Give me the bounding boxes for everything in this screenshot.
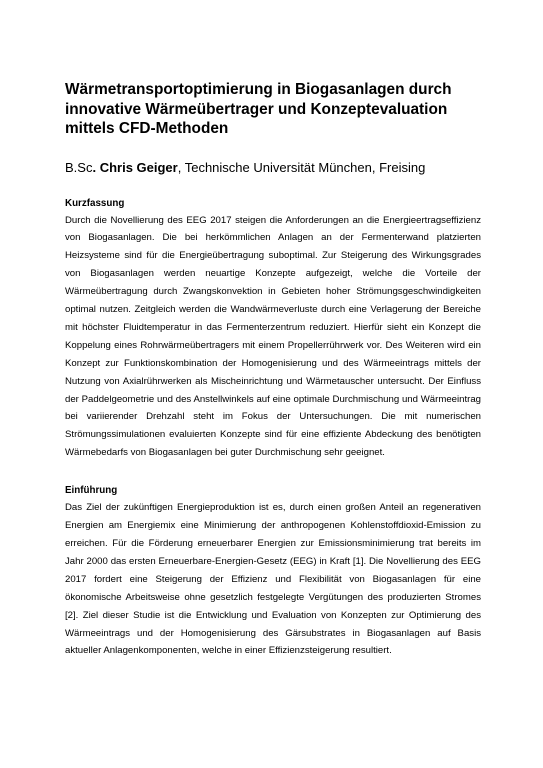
author-affiliation: , Technische Universität München, Freising [177, 159, 426, 175]
introduction-text: Das Ziel der zukünftigen Energieproduktion ist es, durch einen großen Anteil an regenerativen Energien am Energiemix eine Minimierung der anthropogenen Kohlenstoffdioxid-Emission zu erreichen. Für die Förderung erneuerbarer Energien zur Emissionsminimierung trat bereits im Jahr 2000 das ersten Erneuerbare-Energien-Gesetz (EEG) in Kraft [1]. Die Novellierung des EEG 2017 fordert eine Steigerung der Effizienz und Flexibilität von Biogasanlagen für eine ökonomische Arbeitsweise ohne gesetzlich festgelegte Vergütungen des produzierten Stromes [2]. Ziel dieser Studie ist die Entwicklung und Evaluation von Konzepten zur Optimierung des Wärmeeintrags und der Homogenisierung des Gärsubstrates in Biogasanlagen auf Basis aktueller Anlagenkomponenten, welche in einer Effizienzsteigerung resultiert. [65, 502, 481, 657]
section-heading-introduction: Einführung [65, 485, 118, 497]
paper-title: Wärmetransportoptimierung in Biogasanlagen durch innovative Wärmeübertrager und Konzeptevaluation mittels CFD-Methoden [65, 81, 452, 137]
abstract-text: Durch die Novellierung des EEG 2017 steigen die Anforderungen an die Energieertragseffizienz von Biogasanlagen. Die bei herkömmlichen Anlagen an der Fermenterwand platzierten Heizsysteme sind für die Energieübertragung suboptimal. Zur Steigerung des Wirkungsgrades von Biogasanlagen werden neuartige Konzepte aufgezeigt, welche die Vorteile der Wärmeübertragung durch Zwangskonvektion in Gebieten hoher Strömungsgeschwindigkeiten optimal nutzen. Zeitgleich werden die Wandwärmeverluste durch eine Verlagerung der Bereiche mit höchster Fluidtemperatur in das Fermenterzentrum reduziert. Hierfür sieht ein Konzept die Koppelung eines Rohrwärmeübertragers mit einem Propellerrührwerk vor. Des Weiteren wird ein Konzept zur Funktionskombination der Homogenisierung und des Wärmeeintrags mittels der Nutzung von Axialrührwerken als Mischeinrichtung und Wärmetauscher untersucht. Der Einfluss der Paddelgeometrie und des Anstellwinkels auf eine optimale Durchmischung und Wärmeeintrag bei variierender Drehzahl steht im Fokus der Untersuchungen. Die mit numerischen Strömungssimulationen evaluierten Konzepte sind für eine effiziente Abdeckung des benötigten Wärmebedarfs von Biogasanlagen bei guter Durchmischung sehr geeignet. [65, 214, 481, 459]
section-heading-abstract: Kurzfassung [65, 197, 125, 209]
paper-page [65, 80, 481, 670]
author-degree: B.Sc [65, 159, 93, 175]
author-name: . Chris Geiger [92, 159, 178, 175]
author-line [65, 160, 481, 176]
